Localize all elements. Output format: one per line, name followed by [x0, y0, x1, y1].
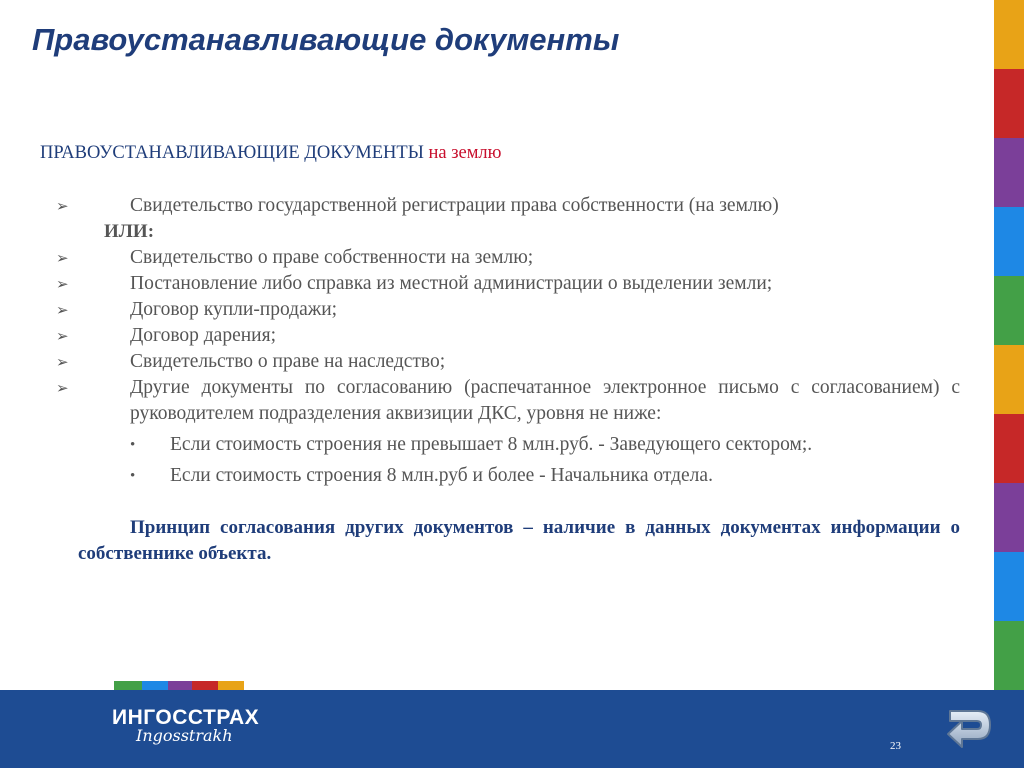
- list-item: [56, 349, 960, 375]
- footer-accent-segment: [192, 681, 218, 690]
- or-label: ИЛИ:: [104, 221, 155, 242]
- list-item-text: Свидетельство о праве на наследство;: [130, 351, 446, 372]
- return-arrow-icon: [944, 703, 996, 755]
- stripe-segment: [994, 414, 1024, 483]
- list-item: [56, 323, 960, 349]
- list-item-text: Другие документы по согласованию (распечатанное электронное письмо с согласованием) с руководителем подразделения аквизиции ДКС, уровня не ниже:: [130, 377, 960, 424]
- principle-note: Принцип согласования других документов – наличие в данных документах информации о собственнике объекта.: [78, 517, 960, 564]
- arrowhead-bullet-icon: ➢: [56, 249, 69, 267]
- sub-list-item: [56, 463, 960, 489]
- logo-text-en: Ingosstrakh: [136, 726, 233, 745]
- arrowhead-bullet-icon: ➢: [56, 197, 69, 215]
- arrowhead-bullet-icon: ➢: [56, 379, 69, 397]
- section-heading-main: ПРАВОУСТАНАВЛИВАЮЩИЕ ДОКУМЕНТЫ: [40, 143, 429, 163]
- arrowhead-bullet-icon: ➢: [56, 353, 69, 371]
- document-list: [56, 193, 960, 489]
- stripe-segment: [994, 207, 1024, 276]
- ingosstrakh-logo: [112, 706, 259, 745]
- arrowhead-bullet-icon: ➢: [56, 301, 69, 319]
- color-stripe: [994, 0, 1024, 690]
- sub-list-item-text: Если стоимость строения 8 млн.руб и более - Начальника отдела.: [170, 465, 713, 486]
- sub-list-item: [56, 432, 960, 458]
- page-number: 23: [890, 740, 901, 752]
- list-item: [56, 375, 960, 427]
- section-heading-accent: на землю: [428, 143, 502, 163]
- sub-list-item-text: Если стоимость строения не превышает 8 млн.руб. - Заведующего сектором;.: [170, 434, 813, 455]
- list-item-text: Договор купли-продажи;: [130, 299, 338, 320]
- list-item-text: Договор дарения;: [130, 325, 277, 346]
- footer-accent-segment: [114, 681, 142, 690]
- stripe-segment: [994, 0, 1024, 69]
- logo-text-ru: ИНГОССТРАХ: [112, 706, 260, 729]
- arrowhead-bullet-icon: ➢: [56, 327, 69, 345]
- arrowhead-bullet-icon: ➢: [56, 275, 69, 293]
- stripe-segment: [994, 345, 1024, 414]
- list-item-text: Свидетельство государственной регистрации права собственности (на землю): [130, 195, 779, 216]
- list-item: [56, 271, 960, 297]
- return-button[interactable]: [944, 703, 996, 755]
- dot-bullet-icon: •: [130, 437, 136, 453]
- list-item: [56, 297, 960, 323]
- list-item-text: Постановление либо справка из местной администрации о выделении земли;: [130, 273, 773, 294]
- list-item: [56, 245, 960, 271]
- footer-accent-segment: [142, 681, 168, 690]
- footer-accent-segment: [168, 681, 192, 690]
- stripe-segment: [994, 483, 1024, 552]
- footer-accent-segment: [218, 681, 244, 690]
- stripe-segment: [994, 69, 1024, 138]
- list-item: [56, 193, 960, 219]
- stripe-segment: [994, 276, 1024, 345]
- slide-title: Правоустанавливающие документы: [32, 22, 620, 57]
- stripe-segment: [994, 552, 1024, 621]
- list-item-text: Свидетельство о праве собственности на землю;: [130, 247, 534, 268]
- stripe-segment: [994, 138, 1024, 207]
- dot-bullet-icon: •: [130, 468, 136, 484]
- footer-accent-line: [0, 681, 1024, 690]
- stripe-segment: [994, 621, 1024, 690]
- section-heading: [40, 143, 501, 164]
